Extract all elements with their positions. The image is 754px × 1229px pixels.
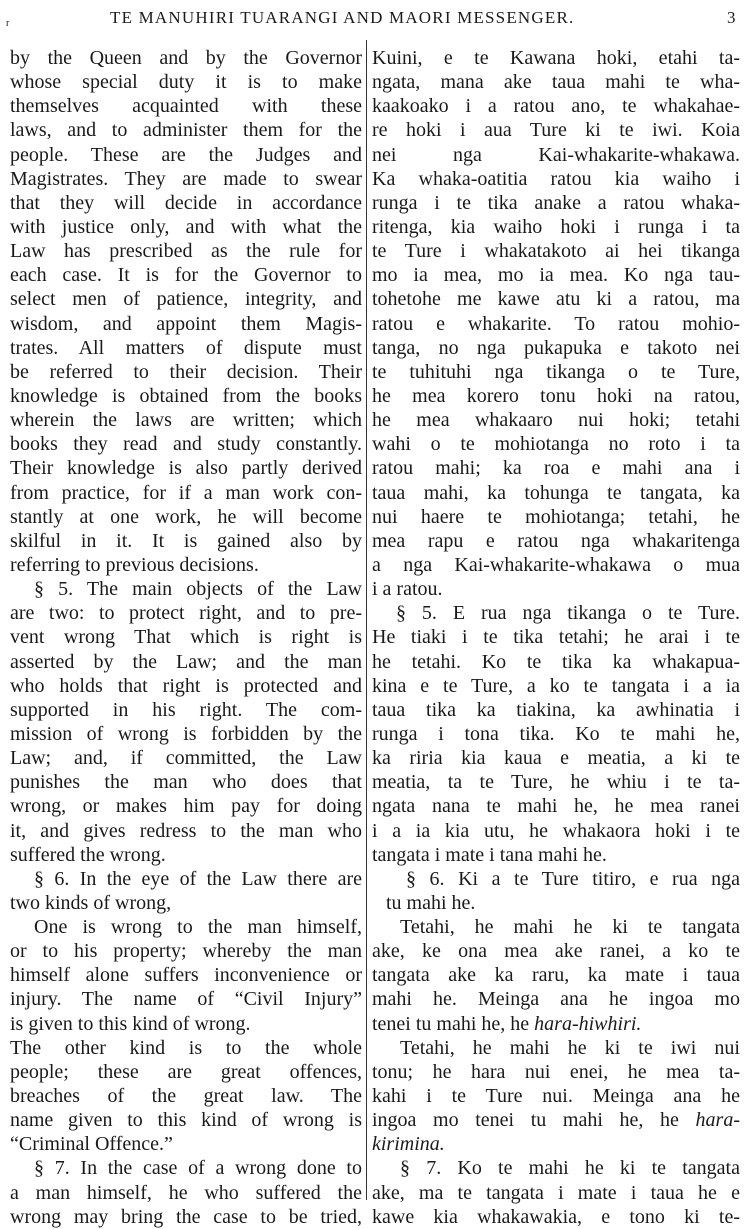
text-line [372,456,740,480]
text-line [10,1012,362,1036]
text-line [372,505,740,529]
text-line [372,698,740,722]
text-line [372,1156,740,1180]
line-text: books they read and study constantly. [10,433,362,456]
line-text: wisdom, and appoint them Magis- [10,312,362,335]
line-text: who holds that right is protected and [10,674,362,697]
text-line [10,1060,362,1084]
text-line [372,746,740,770]
text-line [10,698,362,722]
line-text: he mea korero tonu hoki na ratou, [372,384,740,407]
line-text: ngata, mana ake taua mahi te wha- [372,71,740,94]
text-line [372,819,740,843]
line-text: Law has prescribed as the rule for [10,240,362,263]
line-text: he tetahi. Ko te tika ka whakapua- [372,650,740,673]
line-text: stantly at one work, he will become [10,505,362,528]
line-text: taua tika ka tiakina, ka awhinatia i [372,698,740,721]
text-line [10,143,362,167]
line-text: nei nga Kai-whakarite-whakawa. [372,143,740,166]
line-text: mea rapu e ratou nga whakaritenga [372,529,740,552]
text-line [10,215,362,239]
text-line [372,167,740,191]
text-line [372,360,740,384]
text-line [10,432,362,456]
text-line [10,167,362,191]
line-text: Tetahi, he mahi he ki te tangata [400,916,740,939]
line-text: asserted by the Law; and the man [10,650,362,673]
line-text: punishes the man who does that [10,771,362,794]
line-text: wahi o te mohiotanga no roto i ta [372,433,740,456]
line-text: runga i tona tika. Ko te mahi he, [372,722,740,745]
text-line [10,312,362,336]
line-text: “Criminal Offence.” [10,1133,173,1156]
text-line [372,601,740,625]
text-line [372,843,740,867]
text-line [10,915,362,939]
line-text: laws, and to administer them for the [10,119,362,142]
text-line [10,601,362,625]
line-text: kina e te Ture, a ko te tangata i a ia [372,674,740,697]
line-text: tohetohe me kawe atu ki a ratou, ma [372,288,740,311]
text-line [372,1012,740,1036]
text-line [10,239,362,263]
line-text: ratou e whakarite. To ratou mohio- [372,312,740,335]
text-line [10,408,362,432]
text-line [372,70,740,94]
text-line [372,939,740,963]
line-text: Their knowledge is also partly derived [10,457,362,480]
text-line [372,481,740,505]
text-line [372,1132,740,1156]
text-line [372,867,740,891]
english-column [10,46,362,1229]
line-text: injury. The name of “Civil Injury” [10,988,362,1011]
line-text: themselves acquainted with these [10,95,362,118]
text-line [372,239,740,263]
line-text: skilful in it. It is gained also by [10,529,362,552]
text-line [372,987,740,1011]
text-line [10,1181,362,1205]
text-line [372,1036,740,1060]
text-line [372,963,740,987]
line-text: Ka whaka-oatitia ratou kia waiho i [372,167,740,190]
text-line [10,191,362,215]
line-text: knowledge is obtained from the books [10,384,362,407]
line-text: ake, ke ona mea ake ranei, a ko te [372,940,740,963]
text-line [10,505,362,529]
line-text: § 6. Ki a te Ture titiro, e rua nga [406,867,740,890]
line-text: vent wrong That which is right is [10,626,362,649]
text-line [372,312,740,336]
line-text: i a ratou. [372,578,443,601]
corner-mark: r [6,18,10,29]
text-line [372,215,740,239]
line-text: supported in his right. The com- [10,698,362,721]
text-line [10,650,362,674]
text-line [10,674,362,698]
line-text: it, and gives redress to the man who [10,819,362,842]
text-line [372,1181,740,1205]
line-text: each case. It is for the Governor to [10,264,362,287]
text-line [372,408,740,432]
masthead-title: TE MANUHIRI TUARANGI AND MAORI MESSENGER. [110,8,575,27]
line-text: is given to this kind of wrong. [10,1012,251,1035]
text-line [10,287,362,311]
line-text: § 7. In the case of a wrong done to [34,1157,362,1180]
page-header [0,4,754,34]
text-line [10,843,362,867]
line-text: breaches of the great law. The [10,1085,362,1108]
line-text: suffered the wrong. [10,843,166,866]
text-line [372,46,740,70]
text-line [10,70,362,94]
text-line [372,577,740,601]
line-text: Law; and, if committed, the Law [10,747,362,770]
line-text: ingoa mo tenei tu mahi he, he [372,1109,696,1132]
text-line [372,891,740,915]
line-text: ratou mahi; ka roa e mahi ana i [372,457,740,480]
text-line [10,987,362,1011]
line-text: mo ia mea, mo ia mea. Ko nga tau- [372,264,740,287]
text-line [372,794,740,818]
text-line [10,794,362,818]
line-text: ka riria kia kaua e meatia, a ki te [372,747,740,770]
line-text: mission of wrong is forbidden by the [10,722,362,745]
line-text: himself alone suffers inconvenience or [10,964,362,987]
text-line [372,263,740,287]
text-line [372,287,740,311]
line-text: One is wrong to the man himself, [34,916,362,939]
text-line [10,46,362,70]
text-line [10,553,362,577]
line-text: § 5. The main objects of the Law [34,578,362,601]
text-line [372,1084,740,1108]
line-text: runga i te tika anake a ratou whaka- [372,191,740,214]
text-line [10,819,362,843]
italic-term: kirimina. [372,1133,445,1156]
text-line [10,384,362,408]
text-line [10,1132,362,1156]
text-line [372,191,740,215]
line-text: tangata i mate i tana mahi he. [372,843,607,866]
line-text: tenei tu mahi he, he [372,1012,535,1035]
line-text: a man himself, he who suffered the [10,1181,362,1204]
text-line [372,143,740,167]
text-line [10,118,362,142]
text-line [10,1156,362,1180]
line-text: tonu; he hara nui enei, he mea ta- [372,1060,740,1083]
line-text: are two: to protect right, and to pre- [10,602,362,625]
text-line [372,432,740,456]
line-text: Tetahi, he mahi he ki te iwi nui [400,1036,740,1059]
text-line [10,939,362,963]
text-line [372,384,740,408]
line-text: referring to previous decisions. [10,553,259,576]
line-text: select men of patience, integrity, and [10,288,362,311]
italic-term: hara-hiwhiri. [534,1012,642,1035]
text-line [372,1108,740,1132]
line-text: be referred to their decision. Their [10,360,362,383]
text-line [10,1205,362,1229]
line-text: that they will decide in accordance [10,191,362,214]
text-line [10,481,362,505]
text-line [10,625,362,649]
line-text: tangata ake ka raru, ka mate i taua [372,964,740,987]
line-text: § 5. E rua nga tikanga o te Ture. [396,602,740,625]
line-text: a nga Kai-whakarite-whakawa o mua [372,553,740,576]
text-line [372,770,740,794]
line-text: ngata nana te mahi he, he mea ranei [372,795,740,818]
line-text: re hoki i aua Ture ki te iwi. Koia [372,119,740,142]
text-line [10,963,362,987]
text-line [10,1036,362,1060]
text-line [372,529,740,553]
line-text: wherein the laws are written; which [10,409,362,432]
text-line [372,118,740,142]
line-text: Kuini, e te Kawana hoki, etahi ta- [372,47,740,69]
line-text: with justice only, and with what the [10,215,362,238]
line-text: two kinds of wrong, [10,891,172,914]
line-text: people; these are great offences, [10,1060,362,1083]
line-text: ake, ma te tangata i mate i taua he e [372,1181,740,1204]
line-text: kawe kia whakawakia, e tono ki te- [372,1205,740,1228]
text-line [372,674,740,698]
line-text: te Ture i whakatakoto ai hei tikanga [372,240,740,263]
line-text: name given to this kind of wrong is [10,1109,362,1132]
line-text: wrong may bring the case to be tried, [10,1205,362,1228]
text-line [10,94,362,118]
line-text: he mea whakaaro nui hoki; tetahi [372,409,740,432]
text-line [10,263,362,287]
text-line [372,1060,740,1084]
text-line [372,1205,740,1229]
text-line [372,94,740,118]
text-line [372,722,740,746]
text-line [10,1084,362,1108]
text-line [372,553,740,577]
line-text: meatia, ta te Ture, he whiu i te ta- [372,771,740,794]
line-text: § 7. Ko te mahi he ki te tangata [400,1157,740,1180]
line-text: i a ia kia utu, he whakaora hoki i te [372,819,740,842]
line-text: people. These are the Judges and [10,143,362,166]
text-line [372,915,740,939]
text-line [372,625,740,649]
text-line [10,577,362,601]
line-text: ritenga, kia waiho hoki i runga i ta [372,215,740,238]
text-line [372,336,740,360]
text-line [10,360,362,384]
line-text: or to his property; whereby the man [10,940,362,963]
line-text: te tuhituhi nga tikanga o te Ture, [372,360,740,383]
text-line [10,770,362,794]
column-divider [366,40,367,1200]
line-text: The other kind is to the whole [10,1036,362,1059]
text-line [10,867,362,891]
text-line [10,722,362,746]
line-text: trates. All matters of dispute must [10,336,362,359]
line-text: mahi he. Meinga ana he ingoa mo [372,988,740,1011]
text-line [10,529,362,553]
italic-term: hara- [695,1109,740,1132]
text-line [10,891,362,915]
line-text: nui haere te mohiotanga; tetahi, he [372,505,740,528]
line-text: whose special duty it is to make [10,71,362,94]
line-text: by the Queen and by the Governor [10,47,362,69]
line-text: from practice, for if a man work con- [10,481,362,504]
line-text: kaakoako i a ratou ano, te whakahae- [372,95,740,118]
line-text: Magistrates. They are made to swear [10,167,362,190]
text-line [10,456,362,480]
text-line [10,336,362,360]
line-text: wrong, or makes him pay for doing [10,795,362,818]
line-text: tu mahi he. [386,891,476,914]
line-text: kahi i te Ture nui. Meinga ana he [372,1085,740,1108]
maori-column [372,46,740,1229]
line-text: taua mahi, ka tohunga te tangata, ka [372,481,740,504]
text-line [372,650,740,674]
line-text: § 6. In the eye of the Law there are [34,867,362,890]
page-number: 3 [727,8,736,27]
line-text: tanga, no nga pukapuka e takoto nei [372,336,740,359]
text-line [10,1108,362,1132]
line-text: He tiaki i te tika tetahi; he arai i te [372,626,740,649]
text-line [10,746,362,770]
